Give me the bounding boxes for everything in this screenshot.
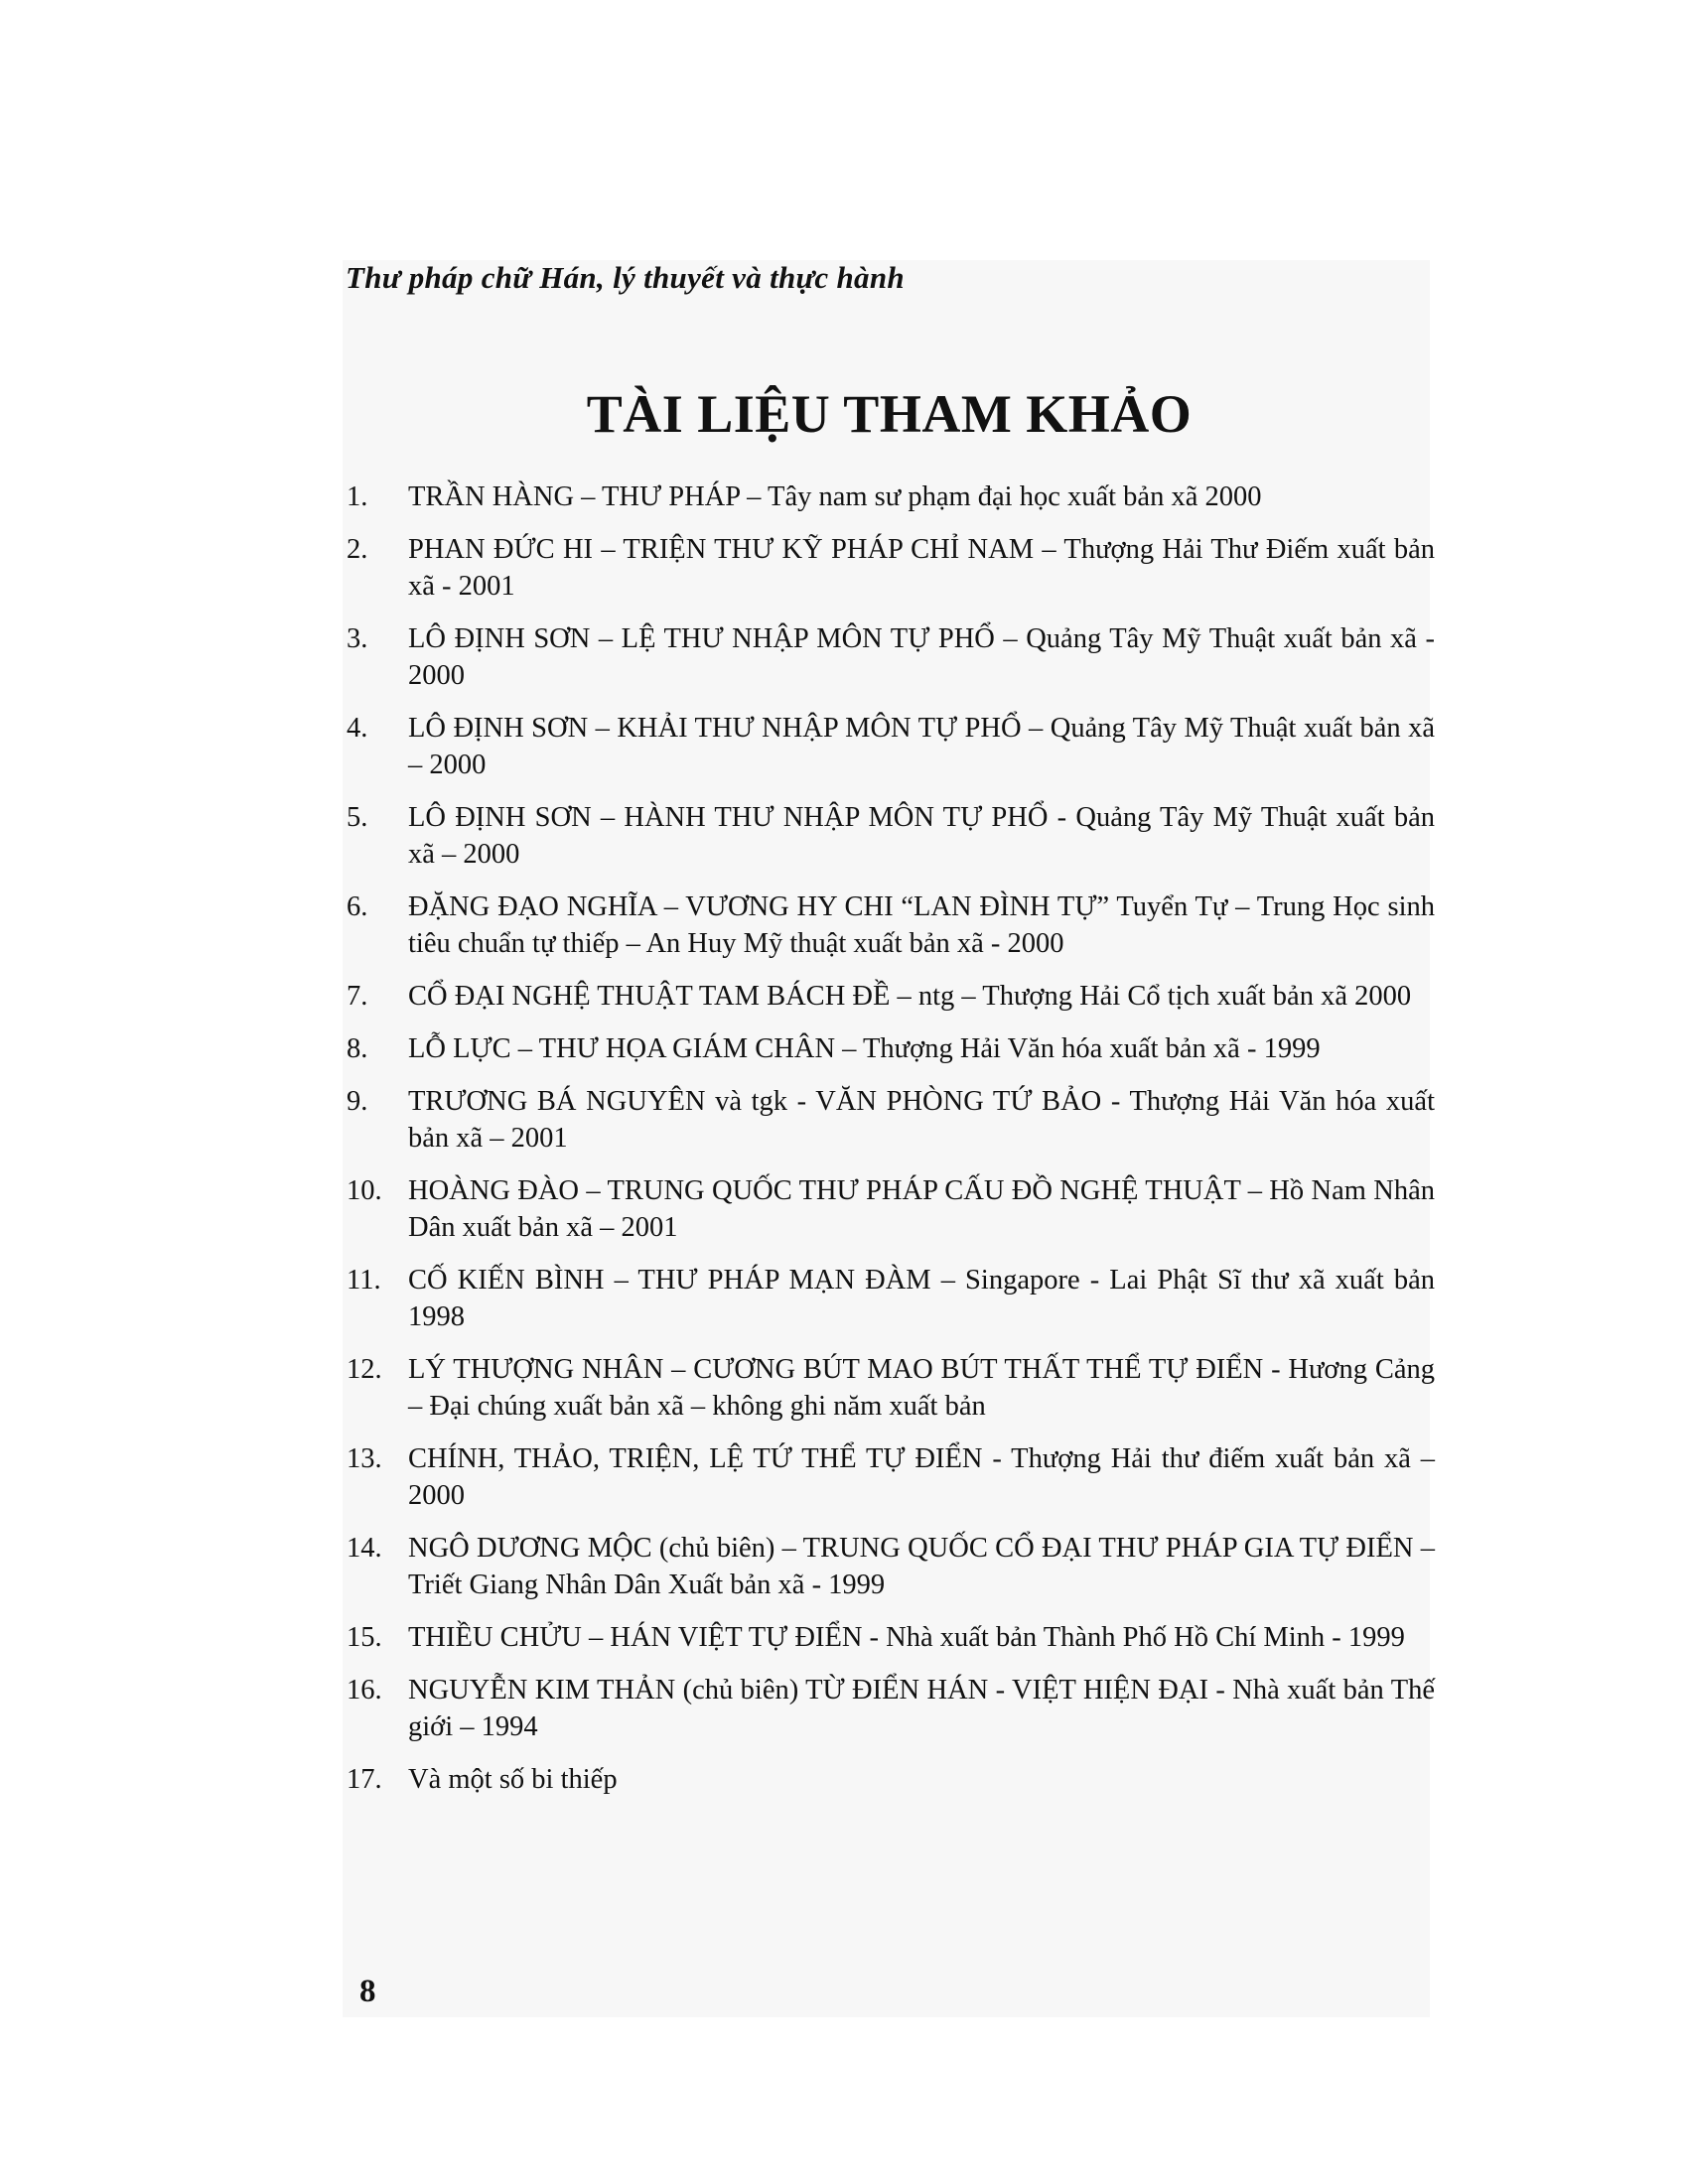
reference-number: 4.: [347, 713, 368, 744]
reference-text: TRƯƠNG BÁ NGUYÊN và tgk - VĂN PHÒNG TỨ BẢO - Thượng Hải Văn hóa xuất bản xã – 2001: [408, 1086, 1435, 1154]
reference-number: 9.: [347, 1086, 368, 1117]
reference-text: PHAN ĐỨC HI – TRIỆN THƯ KỸ PHÁP CHỈ NAM – Thượng Hải Thư Điếm xuất bản xã - 2001: [408, 534, 1435, 602]
reference-number: 7.: [347, 981, 368, 1012]
reference-item: [343, 1619, 1435, 1656]
reference-item: [343, 1083, 1435, 1157]
reference-item: [343, 978, 1435, 1015]
reference-text: LÔ ĐỊNH SƠN – HÀNH THƯ NHẬP MÔN TỰ PHỔ - Quảng Tây Mỹ Thuật xuất bản xã – 2000: [408, 802, 1435, 870]
reference-number: 6.: [347, 891, 368, 922]
reference-number: 3.: [347, 623, 368, 654]
reference-text: CỔ ĐẠI NGHỆ THUẬT TAM BÁCH ĐỀ – ntg – Thượng Hải Cổ tịch xuất bản xã 2000: [408, 981, 1412, 1012]
reference-number: 17.: [347, 1764, 382, 1795]
running-head: Thư pháp chữ Hán, lý thuyết và thực hành: [346, 260, 905, 295]
reference-number: 16.: [347, 1675, 382, 1706]
reference-item: [343, 1761, 1435, 1798]
reference-text: CHÍNH, THẢO, TRIỆN, LỆ TỨ THỂ TỰ ĐIỂN - Thượng Hải thư điếm xuất bản xã – 2000: [408, 1443, 1435, 1511]
reference-text: NGUYỄN KIM THẢN (chủ biên) TỪ ĐIỂN HÁN - VIỆT HIỆN ĐẠI - Nhà xuất bản Thế giới – 1994: [408, 1675, 1435, 1742]
reference-text: THIỀU CHỬU – HÁN VIỆT TỰ ĐIỂN - Nhà xuất bản Thành Phố Hồ Chí Minh - 1999: [408, 1622, 1405, 1653]
reference-item: [343, 1440, 1435, 1514]
reference-number: 14.: [347, 1533, 382, 1564]
reference-number: 12.: [347, 1354, 382, 1385]
reference-number: 2.: [347, 534, 368, 565]
reference-text: LỖ LỰC – THƯ HỌA GIÁM CHÂN – Thượng Hải Văn hóa xuất bản xã - 1999: [408, 1033, 1321, 1064]
reference-text: LÝ THƯỢNG NHÂN – CƯƠNG BÚT MAO BÚT THẤT THỂ TỰ ĐIỂN - Hương Cảng – Đại chúng xuất bản xã – không ghi năm xuất bản: [408, 1354, 1435, 1422]
reference-number: 1.: [347, 481, 368, 512]
page-number: 8: [359, 1974, 376, 2009]
reference-text: HOÀNG ĐÀO – TRUNG QUỐC THƯ PHÁP CẤU ĐỒ NGHỆ THUẬT – Hồ Nam Nhân Dân xuất bản xã – 2001: [408, 1175, 1435, 1243]
reference-item: [343, 1530, 1435, 1603]
reference-item: [343, 799, 1435, 873]
reference-item: [343, 1262, 1435, 1335]
reference-number: 8.: [347, 1033, 368, 1064]
reference-number: 5.: [347, 802, 368, 833]
reference-list: [343, 478, 1435, 1814]
reference-text: LÔ ĐỊNH SƠN – KHẢI THƯ NHẬP MÔN TỰ PHỔ – Quảng Tây Mỹ Thuật xuất bản xã – 2000: [408, 713, 1435, 780]
reference-text: ĐẶNG ĐẠO NGHĨA – VƯƠNG HY CHI “LAN ĐÌNH TỰ” Tuyển Tự – Trung Học sinh tiêu chuẩn tự thiếp – An Huy Mỹ thuật xuất bản xã - 2000: [408, 891, 1435, 959]
reference-item: [343, 888, 1435, 962]
reference-number: 13.: [347, 1443, 382, 1474]
reference-item: [343, 478, 1435, 515]
reference-item: [343, 620, 1435, 694]
reference-text: TRẦN HÀNG – THƯ PHÁP – Tây nam sư phạm đại học xuất bản xã 2000: [408, 481, 1262, 512]
page-title: TÀI LIỆU THAM KHẢO: [586, 384, 1193, 444]
reference-text: NGÔ DƯƠNG MỘC (chủ biên) – TRUNG QUỐC CỔ ĐẠI THƯ PHÁP GIA TỰ ĐIỂN – Triết Giang Nhân Dân Xuất bản xã - 1999: [408, 1533, 1435, 1600]
reference-item: [343, 531, 1435, 605]
reference-item: [343, 1351, 1435, 1425]
reference-text: LÔ ĐỊNH SƠN – LỆ THƯ NHẬP MÔN TỰ PHỔ – Quảng Tây Mỹ Thuật xuất bản xã - 2000: [408, 623, 1435, 691]
reference-number: 11.: [347, 1265, 381, 1296]
reference-number: 15.: [347, 1622, 382, 1653]
reference-number: 10.: [347, 1175, 382, 1206]
reference-item: [343, 710, 1435, 783]
reference-item: [343, 1672, 1435, 1745]
reference-text: CỐ KIẾN BÌNH – THƯ PHÁP MẠN ĐÀM – Singapore - Lai Phật Sĩ thư xã xuất bản 1998: [408, 1265, 1435, 1332]
reference-item: [343, 1172, 1435, 1246]
reference-text: Và một số bi thiếp: [408, 1764, 618, 1795]
reference-item: [343, 1030, 1435, 1067]
